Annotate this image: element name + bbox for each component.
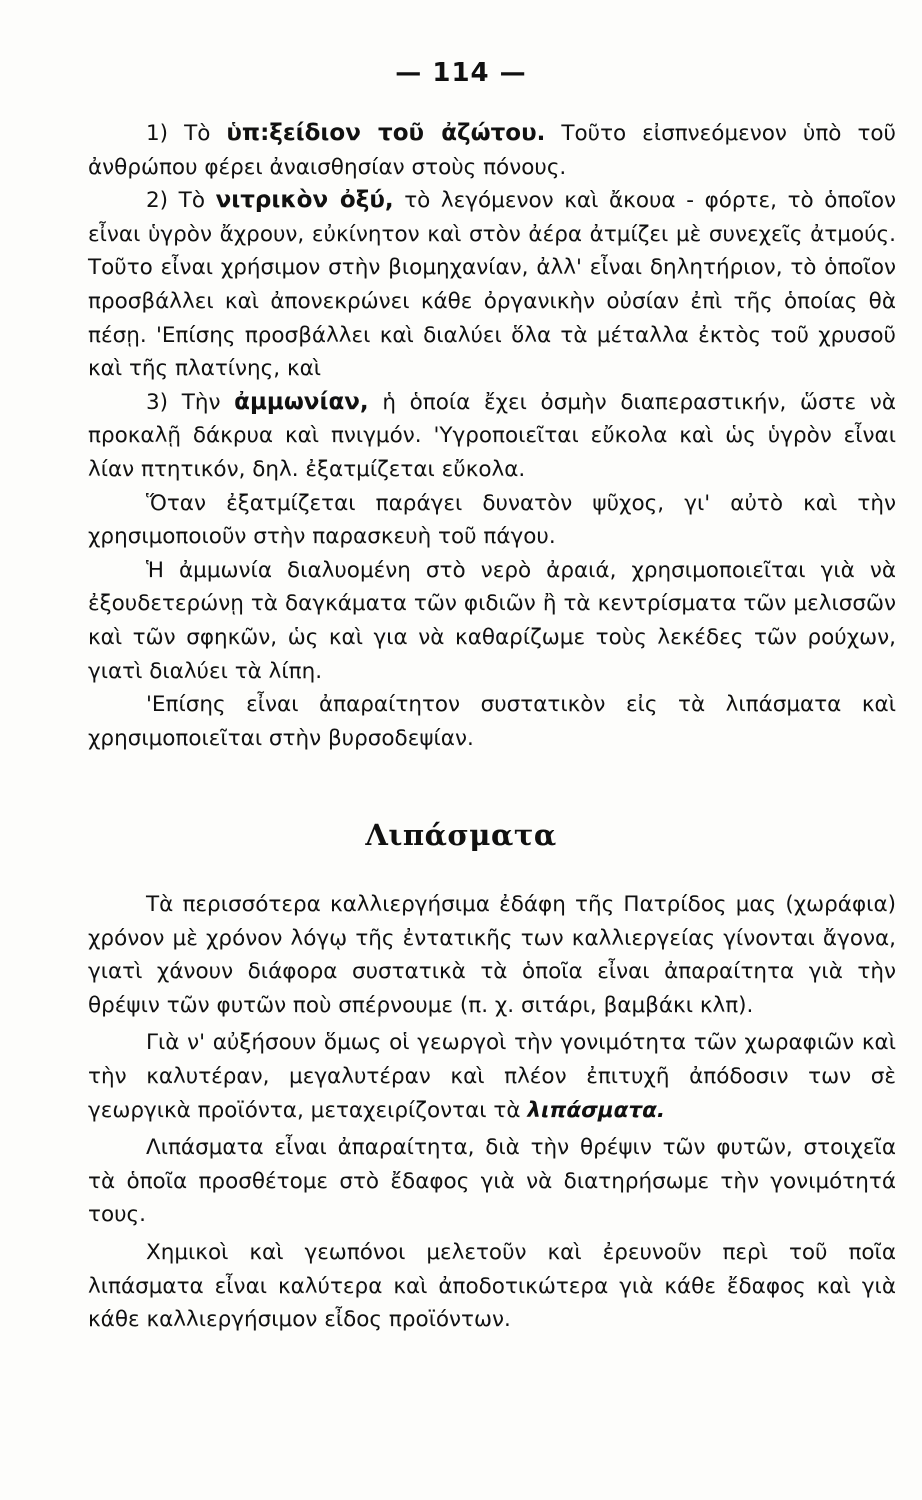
fertilizers-paragraph-2-text: Γιὰ ν' αὐξήσουν ὅμως οἱ γεωργοὶ τὴν γονιμότητα τῶν χωραφιῶν καὶ τὴν καλυτέραν, μεγαλυτέραν καὶ πλέον ἐπιτυχῆ ἀπόδοσιν των σὲ γεωργικὰ προϊόντα, μεταχειρίζονται τὰ xyxy=(88,1030,896,1123)
item-2 xyxy=(88,184,896,386)
section-heading: Λιπάσματα xyxy=(365,818,557,852)
paragraph-ammonia-uses: Ἡ ἀμμωνία διαλυομένη στὸ νερὸ ἀραιά, χρησιμοποιεῖται γιὰ νὰ ἐξουδετερώνῃ τὰ δαγκάματα τῶν φιδιῶν ἢ τὰ κεντρίσματα τῶν μελισσῶν καὶ τῶν σφηκῶν, ὡς καὶ για νὰ καθαρίζωμε τοὺς λεκέδες τῶν ρούχων, γιατὶ διαλύει τὰ λίπη. xyxy=(88,557,896,684)
paragraph-ammonia-fertilizers: 'Επίσης εἶναι ἀπαραίτητον συστατικὸν εἰς τὰ λιπάσματα καὶ χρησιμοποιεῖται στὴν βυρσοδεψίαν. xyxy=(88,692,896,751)
page-number: — 114 — xyxy=(395,58,527,88)
fertilizers-paragraph-1: Τὰ περισσότερα καλλιεργήσιμα ἐδάφη τῆς Πατρίδος μας (χωράφια) χρόνον μὲ χρόνον λόγῳ τῆς ἐντατικῆς των καλλιεργείας γίνονται ἄγονα, γιατὶ χάνουν διάφορα συστατικὰ τὰ ὁποῖα εἶναι ἀπαραίτητα γιὰ τὴν θρέψιν τῶν φυτῶν ποὺ σπέρνουμε (π. χ. σιτάρι, βαμβάκι κλπ). xyxy=(88,892,896,1018)
item-2-text: τὸ λεγόμενον καὶ ἄκουα - φόρτε, τὸ ὁποῖον εἶναι ὑγρὸν ἄχρουν, εὐκίνητον καὶ στὸν ἀέρα ἀτμίζει μὲ συνεχεῖς ἀτμούς. Τοῦτο εἶναι χρήσιμον στὴν βιομηχανίαν, ἀλλ' εἶναι δηλητήριον, τὸ ὁποῖον προσβάλλει καὶ ἀπονεκρώνει κάθε ὀργανικὴν οὐσίαν ἐπὶ τῆς ὁποίας θὰ πέσῃ. 'Επίσης προσβάλλει καὶ διαλύει ὅλα τὰ μέταλλα ἐκτὸς τοῦ χρυσοῦ καὶ τῆς πλατίνης, καὶ xyxy=(88,188,896,382)
fertilizers-term: λιπάσματα. xyxy=(527,1097,666,1123)
item-1-lead: 1) Τὸ xyxy=(146,121,227,146)
item-2-term: νιτρικὸν ὀξύ, xyxy=(215,187,394,214)
paragraph-evaporation: Ὅταν ἐξατμίζεται παράγει δυνατὸν ψῦχος, γι' αὐτὸ καὶ τὴν χρησιμοποιοῦν στὴν παρασκευὴ τοῦ πάγου. xyxy=(88,490,896,550)
item-3-term: ἀμμωνίαν, xyxy=(234,388,369,415)
item-1 xyxy=(88,117,896,184)
top-text-block xyxy=(88,117,896,755)
item-3-text: ἡ ὁποία ἔχει ὀσμὴν διαπεραστικήν, ὥστε νὰ προκαλῇ δάκρυα καὶ πνιγμόν. 'Υγροποιεῖται εὔκολα καὶ ὡς ὑγρὸν εἶναι λίαν πτητικόν, δηλ. ἐξατμίζεται εὔκολα. xyxy=(88,389,896,482)
fertilizers-text-block xyxy=(88,888,896,1337)
fertilizers-paragraph-3: Λιπάσματα εἶναι ἀπαραίτητα, διὰ τὴν θρέψιν τῶν φυτῶν, στοιχεῖα τὰ ὁποῖα προσθέτομε στὸ ἔδαφος γιὰ νὰ διατηρήσωμε τὴν γονιμότητά τους. xyxy=(88,1135,896,1228)
fertilizers-paragraph-2 xyxy=(88,1026,896,1127)
item-1-term: ὑπ:ξείδιον τοῦ ἀζώτου. xyxy=(226,120,546,146)
item-2-lead: 2) Τὸ xyxy=(146,188,216,214)
item-3-lead: 3) Τὴν xyxy=(146,389,235,415)
item-3 xyxy=(88,386,896,487)
item-1-text: Τοῦτο εἰσπνεόμενον ὑπὸ τοῦ ἀνθρώπου φέρει ἀναισθησίαν στοὺς πόνους. xyxy=(88,121,896,180)
fertilizers-paragraph-4: Χημικοὶ καὶ γεωπόνοι μελετοῦν καὶ ἐρευνοῦν περὶ τοῦ ποῖα λιπάσματα εἶναι καλύτερα καὶ ἀποδοτικώτερα γιὰ κάθε ἔδαφος καὶ γιὰ κάθε καλλιεργήσιμον εἶδος προϊόντων. xyxy=(88,1239,896,1333)
